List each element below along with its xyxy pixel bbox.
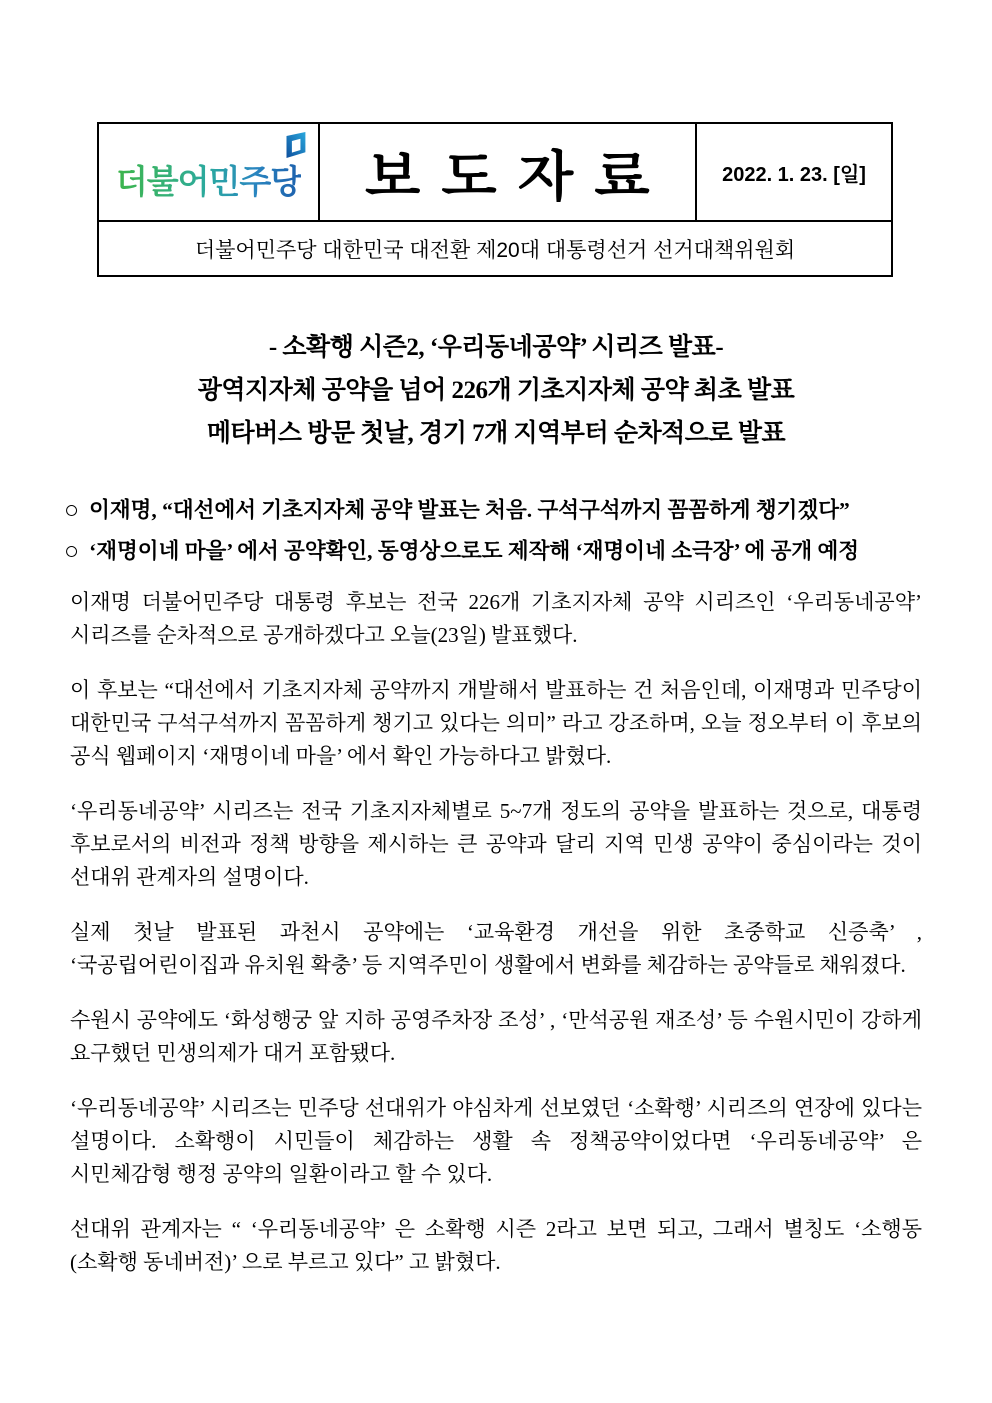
headline-line-1: - 소확행 시즌2, ‘우리동네공약’ 시리즈 발표- bbox=[268, 334, 724, 361]
doc-date: 2022. 1. 23. [일] bbox=[722, 163, 866, 186]
headline-line-2: 광역지자체 공약을 넘어 226개 기초지자체 공약 최초 발표 bbox=[197, 377, 795, 404]
doc-type-title: 보도자료 bbox=[365, 146, 672, 207]
body bbox=[70, 586, 922, 1301]
paragraph: 선대위 관계자는 “ ‘우리동네공약’ 은 소확행 시즌 2라고 보면 되고, 그래서 별칭도 ‘소행동(소확행 동네버전)’ 으로 부르고 있다” 고 밝혔다. bbox=[70, 1217, 922, 1274]
paragraph: 수원시 공약에도 ‘화성행궁 앞 지하 공영주차장 조성’ , ‘만석공원 재조성’ 등 수원시민이 강하게 요구했던 민생의제가 대거 포함됐다. bbox=[70, 1008, 922, 1065]
highlights bbox=[64, 490, 928, 572]
paragraph: ‘우리동네공약’ 시리즈는 민주당 선대위가 야심차게 선보였던 ‘소확행’ 시리즈의 연장에 있다는 설명이다. 소확행이 시민들이 체감하는 생활 속 정책공약이었다면 ‘우리동네공약’ 은 시민체감형 행정 공약의 일환이라고 할 수 있다. bbox=[70, 1096, 922, 1186]
header-top-row bbox=[99, 124, 891, 220]
committee-name: 더불어민주당 대한민국 대전환 제20대 대통령선거 선거대책위원회 bbox=[194, 238, 796, 262]
highlight-text: 이재명, “대선에서 기초지자체 공약 발표는 처음. 구석구석까지 꼼꼼하게 챙기겠다” bbox=[89, 498, 850, 522]
party-logo-text: 더불어민주당 bbox=[115, 162, 302, 200]
paragraph: ‘우리동네공약’ 시리즈는 전국 기초지자체별로 5~7개 정도의 공약을 발표하는 것으로, 대통령 후보로서의 비전과 정책 방향을 제시하는 큰 공약과 달리 지역 민생 공약이 중심이라는 것이 선대위 관계자의 설명이다. bbox=[70, 799, 922, 889]
header-box bbox=[97, 122, 893, 277]
paragraph: 이재명 더불어민주당 대통령 후보는 전국 226개 기초지자체 공약 시리즈인 ‘우리동네공약’ 시리즈를 순차적으로 공개하겠다고 오늘(23일) 발표했다. bbox=[70, 590, 922, 647]
highlight-text: ‘재명이네 마을’ 에서 공약확인, 동영상으로도 제작해 ‘재명이네 소극장’ 에 공개 예정 bbox=[89, 539, 860, 563]
circle-bullet-icon: ○ bbox=[64, 538, 80, 565]
headline bbox=[70, 326, 922, 455]
circle-bullet-icon: ○ bbox=[64, 497, 80, 524]
committee-row bbox=[99, 220, 891, 275]
paragraph: 이 후보는 “대선에서 기초지자체 공약까지 개발해서 발표하는 건 처음인데, 이재명과 민주당이 대한민국 구석구석까지 꼼꼼하게 챙기고 있다는 의미” 라고 강조하며, 오늘 정오부터 이 후보의 공식 웹페이지 ‘재명이네 마을’ 에서 확인 가능하다고 밝혔다. bbox=[70, 678, 922, 768]
party-logo bbox=[116, 156, 301, 203]
party-symbol-icon bbox=[282, 130, 309, 160]
headline-line-3: 메타버스 방문 첫날, 경기 7개 지역부터 순차적으로 발표 bbox=[206, 420, 786, 447]
paragraph: 실제 첫날 발표된 과천시 공약에는 ‘교육환경 개선을 위한 초중학교 신증축’ , ‘국공립어린이집과 유치원 확충’ 등 지역주민이 생활에서 변화를 체감하는 공약들로 채워졌다. bbox=[70, 920, 922, 977]
highlight-item bbox=[64, 490, 928, 531]
date-cell bbox=[697, 124, 891, 220]
party-logo-cell bbox=[99, 124, 320, 220]
highlight-item bbox=[64, 531, 928, 572]
doc-type-cell bbox=[320, 124, 697, 220]
